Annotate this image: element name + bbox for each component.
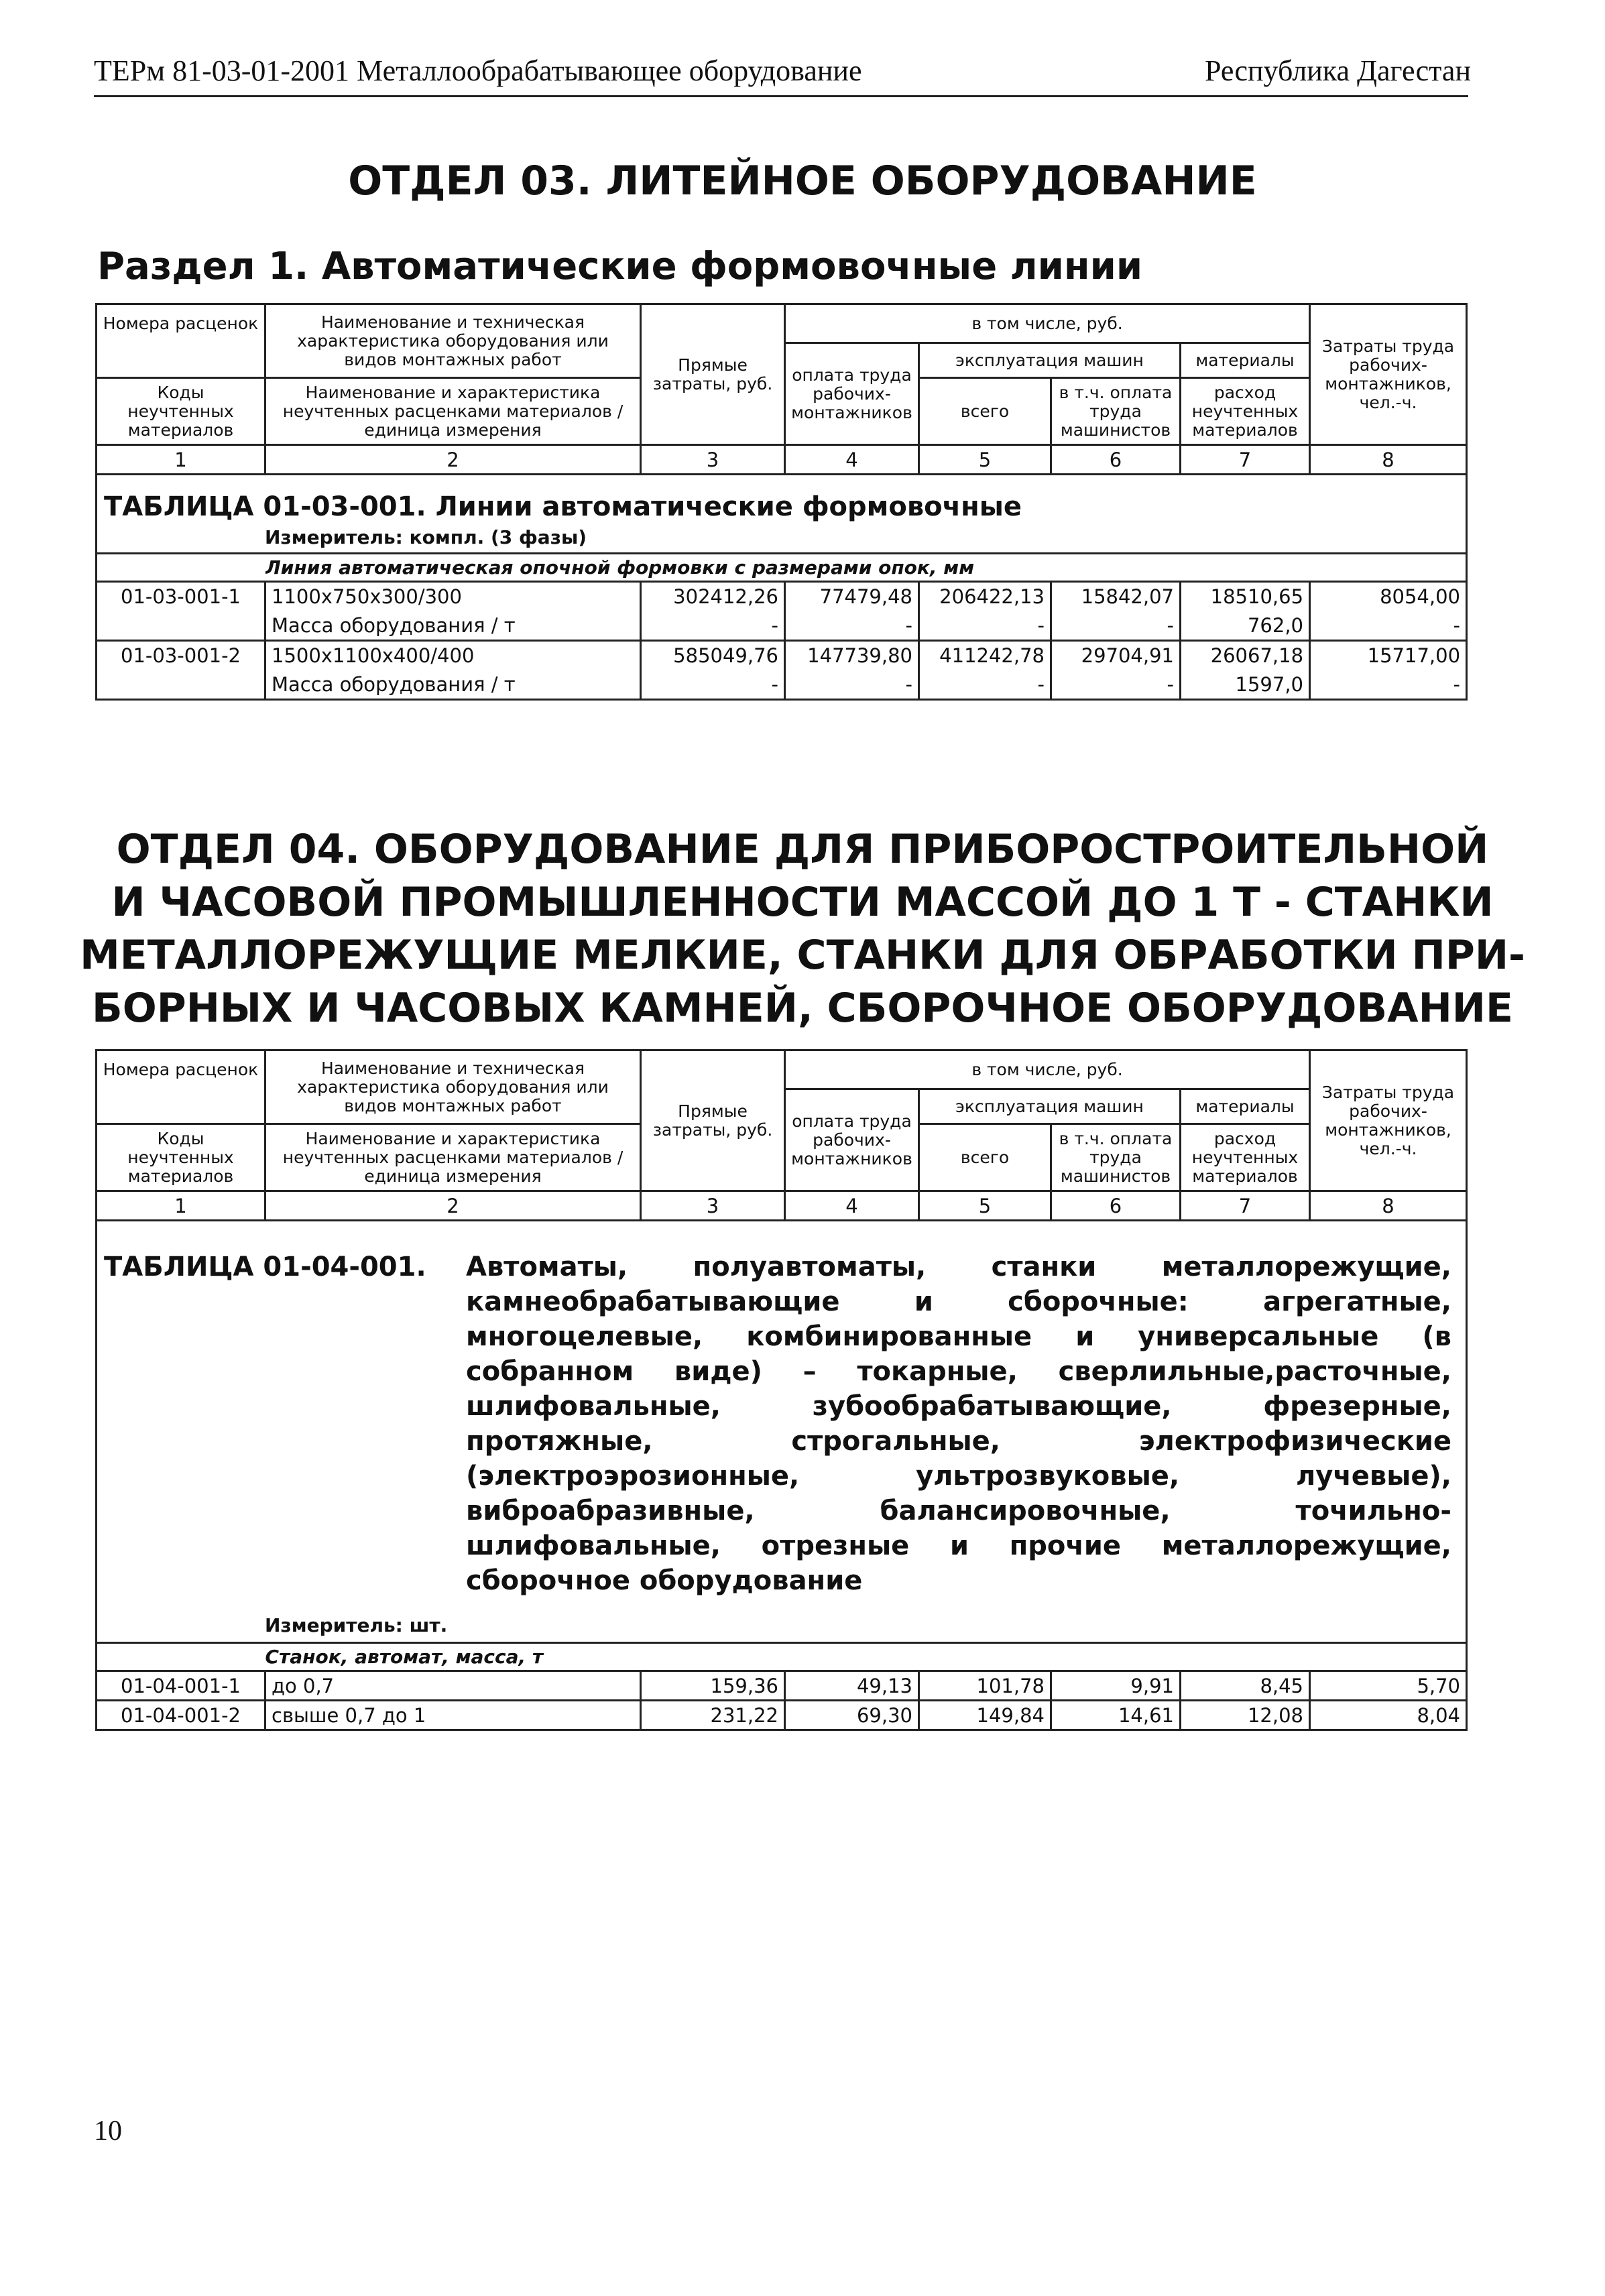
col-number: 5 (919, 1191, 1051, 1221)
col-code-bottom-header: Коды неучтенных материалов (97, 378, 265, 445)
col-labor-header: оплата труда рабочих-монтажников (785, 1089, 919, 1191)
value-labor: 49,13 (785, 1671, 919, 1701)
sub-value: - (1310, 670, 1467, 700)
col-incl-wage-header: в т.ч. оплата труда машинистов (1051, 1124, 1181, 1191)
col-number: 2 (265, 1191, 641, 1221)
value-machines: 411242,78 (919, 641, 1051, 670)
rate-code: 01-04-001-1 (97, 1671, 265, 1701)
col-number: 7 (1181, 445, 1310, 475)
value-direct: 231,22 (641, 1701, 785, 1730)
col-direct-header: Прямые затраты, руб. (641, 304, 785, 445)
sub-value: - (785, 611, 919, 641)
col-code-bottom-header: Коды неучтенных материалов (97, 1124, 265, 1191)
col-machines-header: эксплуатация машин (919, 1089, 1181, 1124)
sub-name: Масса оборудования / т (265, 670, 641, 700)
section-04-title (0, 823, 1605, 1035)
sub-value: 762,0 (1181, 611, 1310, 641)
value-direct: 302412,26 (641, 582, 785, 611)
col-mat-use-header: расход неучтенных материалов (1181, 1124, 1310, 1191)
value-materials: 26067,18 (1181, 641, 1310, 670)
header-rule (94, 95, 1468, 97)
col-name-bottom-header: Наименование и характеристика неучтенных расценками материалов / единица измерения (265, 378, 641, 445)
section-04-title-line: МЕТАЛЛОРЕЖУЩИЕ МЕЛКИЕ, СТАНКИ ДЛЯ ОБРАБОТКИ ПРИ- (80, 932, 1525, 979)
col-materials-header: материалы (1181, 343, 1310, 378)
header-doc-title: ТЕРм 81-03-01-2001 Металлообрабатывающее оборудование (94, 54, 862, 87)
col-mat-use-header: расход неучтенных материалов (1181, 378, 1310, 445)
table-2-description: Автоматы, полуавтоматы, станки металлорежущие, камнеобрабатывающие и сборочные: агрегатные, многоцелевые, комбинированные и универсальные (в собранном виде) – токарные, сверлильные,расточные, шлифовальные, зубообрабатывающие, фрезерные, протяжные, строгальные, электрофизические (электроэрозионные, ультрозвуковые, лучевые), виброабразивные, балансировочные, точильно-шлифовальные, отрезные и прочие металлорежущие, сборочное оборудование (466, 1252, 1451, 1596)
col-number: 4 (785, 445, 919, 475)
item-name: 1100x750x300/300 (265, 582, 641, 611)
sub-value: - (919, 611, 1051, 641)
rate-code: 01-03-001-2 (97, 641, 265, 670)
item-name: свыше 0,7 до 1 (265, 1701, 641, 1730)
col-number: 3 (641, 1191, 785, 1221)
col-total-header: всего (919, 378, 1051, 445)
col-name-header: Наименование и техническая характеристика оборудования или видов монтажных работ (265, 304, 641, 378)
value-direct: 585049,76 (641, 641, 785, 670)
col-number: 8 (1310, 445, 1467, 475)
col-number: 8 (1310, 1191, 1467, 1221)
table-2-title (97, 1221, 1467, 1606)
value-machines: 101,78 (919, 1671, 1051, 1701)
sub-name: Масса оборудования / т (265, 611, 641, 641)
col-direct-header: Прямые затраты, руб. (641, 1050, 785, 1191)
value-labor-cost: 8,04 (1310, 1701, 1467, 1730)
page-number: 10 (94, 2116, 122, 2147)
col-number: 5 (919, 445, 1051, 475)
value-materials: 8,45 (1181, 1671, 1310, 1701)
item-name: 1500x1100x400/400 (265, 641, 641, 670)
section-03-title: ОТДЕЛ 03. ЛИТЕЙНОЕ ОБОРУДОВАНИЕ (348, 158, 1257, 204)
col-labor-header: оплата труда рабочих-монтажников (785, 343, 919, 445)
value-labor: 147739,80 (785, 641, 919, 670)
col-number: 6 (1051, 1191, 1181, 1221)
table-01-03-001 (95, 303, 1468, 701)
value-labor: 69,30 (785, 1701, 919, 1730)
rate-code: 01-04-001-2 (97, 1701, 265, 1730)
sub-value: - (785, 670, 919, 700)
sub-value: - (919, 670, 1051, 700)
col-number: 3 (641, 445, 785, 475)
col-number: 1 (97, 445, 265, 475)
value-wage: 29704,91 (1051, 641, 1181, 670)
section-03-subtitle: Раздел 1. Автоматические формовочные линии (97, 245, 1143, 288)
value-wage: 9,91 (1051, 1671, 1181, 1701)
table-2-label: ТАБЛИЦА 01-04-001. (104, 1252, 426, 1282)
col-incl-wage-header: в т.ч. оплата труда машинистов (1051, 378, 1181, 445)
header-region: Республика Дагестан (1204, 54, 1471, 87)
sub-value: - (1051, 611, 1181, 641)
value-wage: 14,61 (1051, 1701, 1181, 1730)
value-labor-cost: 15717,00 (1310, 641, 1467, 670)
sub-value: - (1310, 611, 1467, 641)
col-name-header: Наименование и техническая характеристика оборудования или видов монтажных работ (265, 1050, 641, 1124)
col-number: 4 (785, 1191, 919, 1221)
value-labor: 77479,48 (785, 582, 919, 611)
rate-code: 01-03-001-1 (97, 582, 265, 611)
col-incl-header: в том числе, руб. (785, 1050, 1310, 1089)
col-code-header: Номера расценок (97, 1050, 265, 1089)
col-number: 1 (97, 1191, 265, 1221)
col-name-bottom-header: Наименование и характеристика неучтенных расценками материалов / единица измерения (265, 1124, 641, 1191)
table-01-04-001 (95, 1049, 1468, 1731)
value-labor-cost: 8054,00 (1310, 582, 1467, 611)
table-1-measure: Измеритель: компл. (3 фазы) (97, 526, 1467, 554)
col-machines-header: эксплуатация машин (919, 343, 1181, 378)
col-labor-cost-header: Затраты труда рабочих-монтажников, чел.-ч. (1310, 304, 1467, 445)
value-materials: 12,08 (1181, 1701, 1310, 1730)
section-04-title-line: БОРНЫХ И ЧАСОВЫХ КАМНЕЙ, СБОРОЧНОЕ ОБОРУДОВАНИЕ (92, 985, 1513, 1032)
col-number: 2 (265, 445, 641, 475)
sub-value: - (641, 611, 785, 641)
table-2-measure: Измеритель: шт. (97, 1605, 1467, 1643)
value-machines: 206422,13 (919, 582, 1051, 611)
col-number: 6 (1051, 445, 1181, 475)
table-1-group: Линия автоматическая опочной формовки с размерами опок, мм (265, 554, 1467, 582)
col-number: 7 (1181, 1191, 1310, 1221)
value-direct: 159,36 (641, 1671, 785, 1701)
table-1-title: ТАБЛИЦА 01-03-001. Линии автоматические формовочные (97, 475, 1467, 527)
table-2-group: Станок, автомат, масса, т (265, 1643, 1467, 1671)
sub-value: 1597,0 (1181, 670, 1310, 700)
section-04-title-line: И ЧАСОВОЙ ПРОМЫШЛЕННОСТИ МАССОЙ ДО 1 Т - СТАНКИ (111, 879, 1494, 926)
col-code-header: Номера расценок (97, 304, 265, 343)
col-materials-header: материалы (1181, 1089, 1310, 1124)
value-machines: 149,84 (919, 1701, 1051, 1730)
col-incl-header: в том числе, руб. (785, 304, 1310, 343)
col-total-header: всего (919, 1124, 1051, 1191)
value-wage: 15842,07 (1051, 582, 1181, 611)
value-materials: 18510,65 (1181, 582, 1310, 611)
value-labor-cost: 5,70 (1310, 1671, 1467, 1701)
section-04-title-line: ОТДЕЛ 04. ОБОРУДОВАНИЕ ДЛЯ ПРИБОРОСТРОИТЕЛЬНОЙ (116, 826, 1489, 873)
item-name: до 0,7 (265, 1671, 641, 1701)
sub-value: - (641, 670, 785, 700)
sub-value: - (1051, 670, 1181, 700)
col-labor-cost-header: Затраты труда рабочих-монтажников, чел.-ч. (1310, 1050, 1467, 1191)
